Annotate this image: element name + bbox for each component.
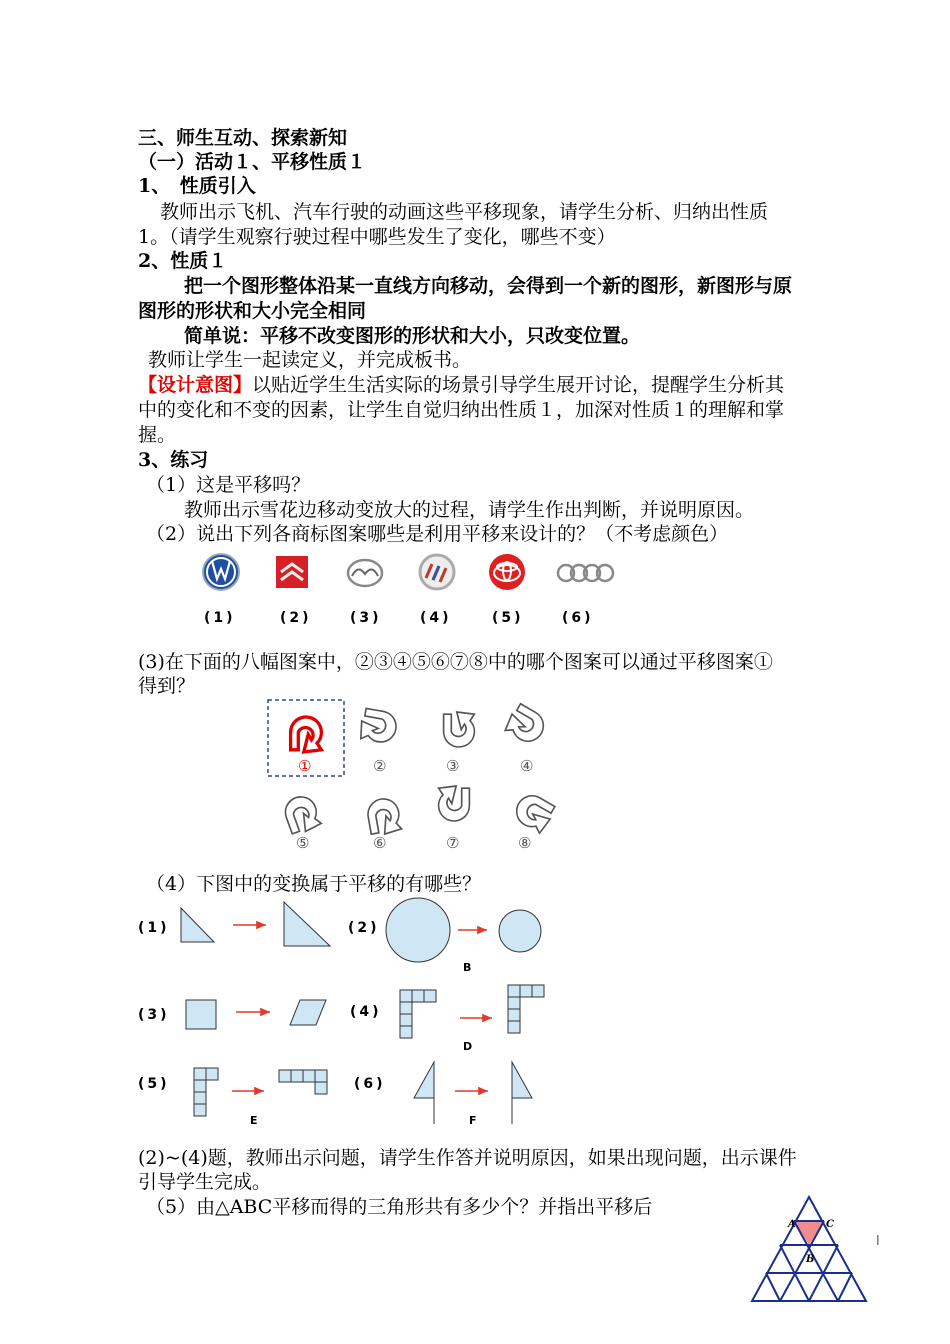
flag-triangle-right	[512, 1062, 532, 1098]
short-definition: 简单说：平移不改变图形的形状和大小，只改变位置。	[184, 325, 641, 347]
teacher-instruction: 教师让学生一起读定义，并完成板书。	[148, 349, 472, 371]
page-mark: l	[876, 1234, 880, 1249]
section-title: 三、师生互动、探索新知	[138, 127, 348, 149]
question-4: （4）下图中的变换属于平移的有哪些？	[146, 873, 482, 895]
arrow-number-6: ⑥	[373, 834, 387, 852]
vertex-a: A	[788, 1219, 796, 1230]
question-1: （1）这是平移吗？	[146, 474, 311, 496]
flag-triangle-left	[414, 1062, 434, 1122]
caption-b: B	[463, 961, 472, 974]
paragraph-1-line-2: 1。（请学生观察行驶过程中哪些发生了变化，哪些不变）	[138, 226, 616, 248]
question-5: （5）由△ABC平移而得的三角形共有多少个？并指出平移后	[146, 1196, 653, 1218]
question-2: （2）说出下列各商标图案哪些是利用平移来设计的？（不考虑颜色）	[146, 523, 729, 545]
design-intent-tag: 【设计意图】	[138, 374, 253, 396]
vertex-c: C	[826, 1219, 834, 1230]
arrow-number-5: ⑤	[296, 834, 310, 852]
definition-line-1: 把一个图形整体沿某一直线方向移动，会得到一个新的图形，新图形与原	[184, 275, 793, 297]
design-line-2: 中的变化和不变的因素，让学生自觉归纳出性质１，加深对性质１的理解和掌	[138, 399, 785, 421]
logo-label-6: (6)	[562, 610, 594, 626]
discussion-line-2: 引导学生完成。	[138, 1171, 272, 1193]
caption-d: D	[463, 1040, 473, 1053]
parallelogram	[290, 1000, 326, 1025]
grid-shape-4-right	[508, 985, 544, 1033]
triangle-small	[181, 908, 214, 942]
arrow-number-3: ③	[446, 757, 460, 775]
figure-label-4: (4)	[350, 1004, 382, 1020]
heading-1: 1、 性质引入	[138, 175, 256, 197]
circle-small	[499, 910, 541, 952]
discussion-line-1: (2)~(4)题，教师出示问题，请学生作答并说明原因，如果出现问题，出示课件	[138, 1147, 797, 1169]
caption-e: E	[250, 1114, 258, 1127]
figure-label-6: (6)	[354, 1076, 386, 1092]
heading-3: 3、练习	[138, 449, 209, 471]
square	[186, 1000, 216, 1029]
arrow-number-2: ②	[373, 757, 387, 775]
triangle-abc	[794, 1221, 824, 1245]
grid-shape-5-left	[194, 1068, 218, 1116]
paragraph-1-line-1: 教师出示飞机、汽车行驶的动画这些平移现象，请学生分析、归纳出性质	[160, 201, 769, 223]
logo-label-3: (3)	[350, 610, 382, 626]
question-1-description: 教师出示雪花边移动变放大的过程，请学生作出判断，并说明原因。	[184, 499, 755, 521]
grid-shape-4-left	[400, 990, 436, 1038]
question-3-line-2: 得到？	[138, 675, 196, 697]
caption-f: F	[469, 1114, 477, 1127]
figure-label-5: (5)	[138, 1076, 170, 1092]
grid-shape-5-right	[279, 1070, 327, 1094]
arrow-number-4: ④	[520, 757, 534, 775]
arrow-number-8: ⑧	[518, 834, 532, 852]
design-line-3: 握。	[138, 424, 177, 446]
logo-label-1: (1)	[204, 610, 236, 626]
figure-label-2: (2)	[348, 920, 380, 936]
logo-label-5: (5)	[492, 610, 524, 626]
vertex-b: B	[806, 1254, 815, 1265]
design-text: 以贴近学生生活实际的场景引导学生展开讨论，提醒学生分析其	[252, 374, 785, 396]
logo-label-2: (2)	[280, 610, 312, 626]
arrow-number-7: ⑦	[446, 834, 460, 852]
triangle-large	[284, 902, 330, 946]
question-3-line-1: (3)在下面的八幅图案中，②③④⑤⑥⑦⑧中的哪个图案可以通过平移图案①	[138, 651, 773, 673]
activity-title: （一）活动１、平移性质１	[138, 151, 367, 173]
heading-2: 2、性质１	[138, 250, 228, 272]
logo-label-4: (4)	[420, 610, 452, 626]
definition-line-2: 图形的形状和大小完全相同	[138, 300, 367, 322]
figure-label-3: (3)	[138, 1007, 170, 1023]
arrow-number-1: ①	[298, 757, 312, 775]
figure-label-1: (1)	[138, 920, 170, 936]
circle-large	[386, 898, 450, 962]
